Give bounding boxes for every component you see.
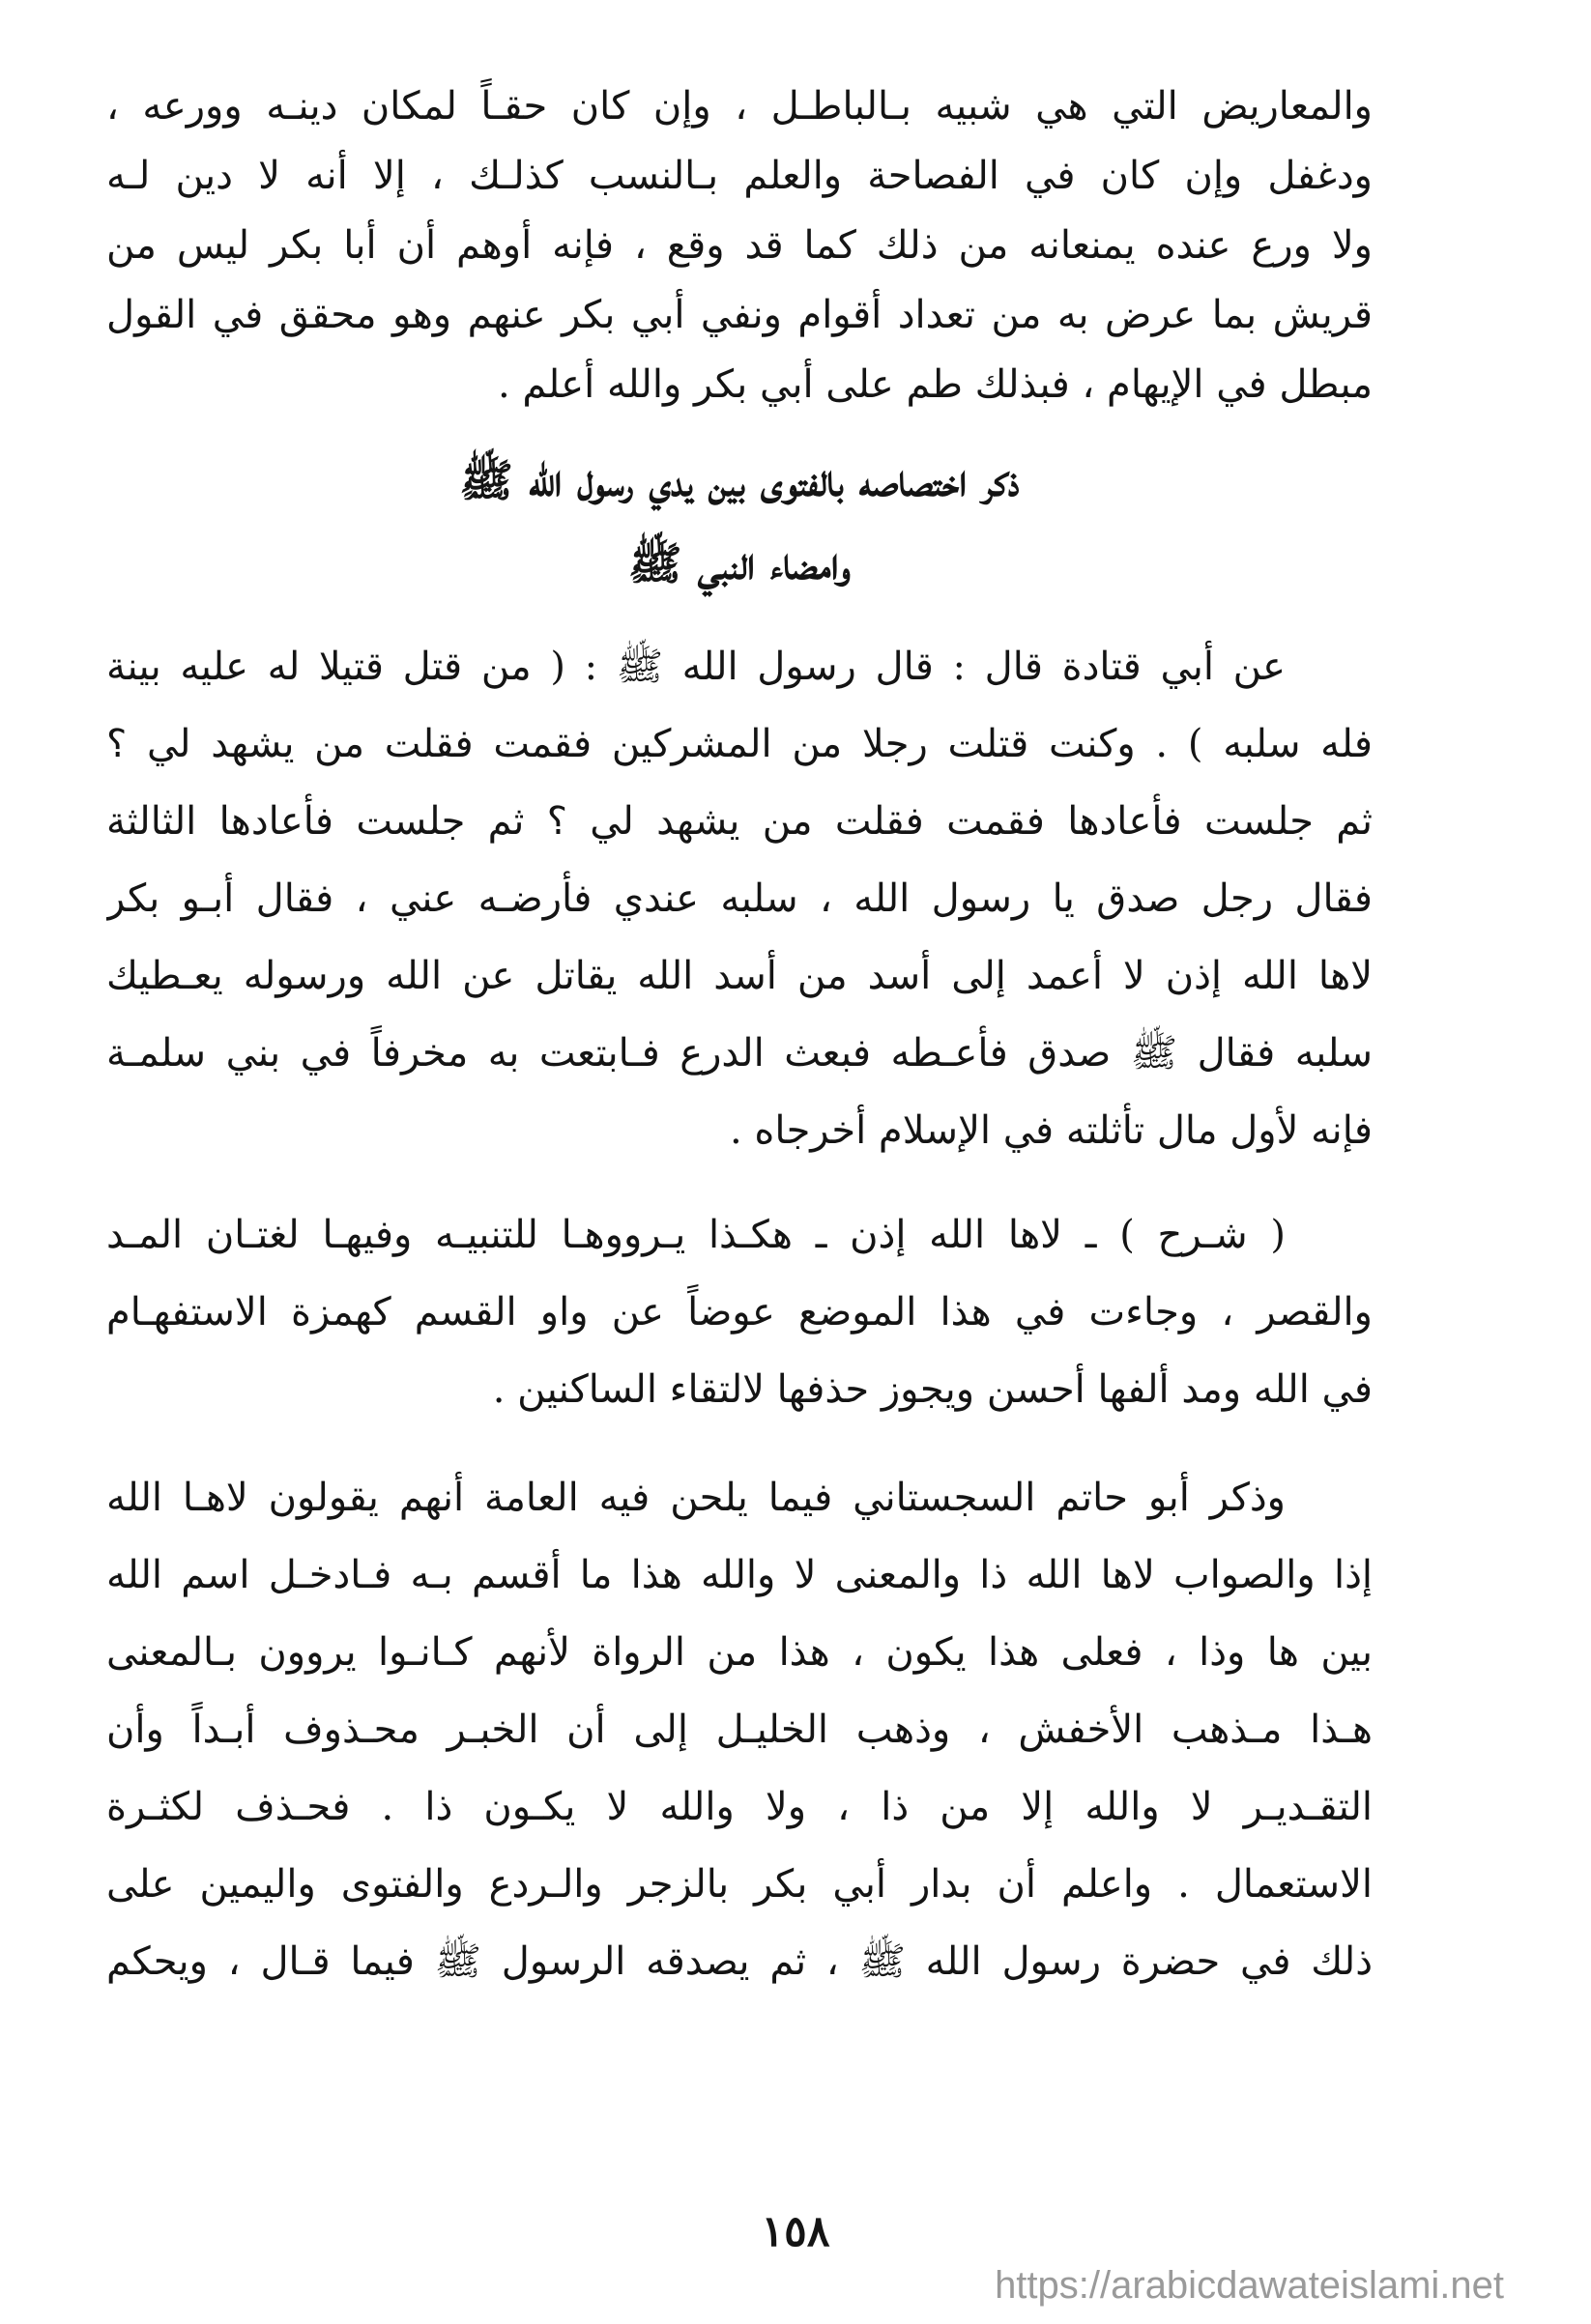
section-heading-line-2: وامضاء النبي ﷺ (628, 537, 851, 589)
text-line: لاها الله إذن لا أعمد إلى أسد من أسد الله يقاتل عن الله ورسوله يعـطيك (106, 954, 1373, 998)
text-line: فله سلبه ) . وكنت قتلت رجلا من المشركين فقمت فقلت من يشهد لي ؟ (106, 722, 1373, 766)
text-line: ودغفل وإن كان في الفصاحة والعلم بـالنسب كذلـك ، إلا أنه لا دين لـه (106, 154, 1373, 198)
text-line: وذكر أبو حاتم السجستاني فيما يلحن فيه العامة أنهم يقولون لاهـا الله (106, 1476, 1286, 1520)
section-heading-line-1: ذكر اختصاصه بالفتوى بين يدي رسول الله ﷺ (459, 454, 1020, 506)
text-line: سلبه فقال ﷺ صدق فأعـطه فبعث الدرع فـابتعت به مخرفاً في بني سلمـة (106, 1031, 1373, 1076)
text-line: فإنه لأول مال تأثلته في الإسلام أخرجاه . (730, 1108, 1373, 1153)
text-line: بين ها وذا ، فعلى هذا يكون ، هذا من الرواة لأنهم كـانـوا يروون بـالمعنى (106, 1630, 1373, 1675)
text-line: والمعاريض التي هي شبيه بـالباطـل ، وإن كان حقـاً لمكان دينـه وورعه ، (106, 84, 1373, 129)
text-line: التقـديـر لا والله إلا من ذا ، ولا والله لا يكـون ذا . فحـذف لكثـرة (106, 1785, 1373, 1829)
text-line: في الله ومد ألفها أحسن ويجوز حذفها لالتقاء الساكنين . (492, 1367, 1373, 1412)
text-line: هـذا مـذهب الأخفش ، وذهب الخليـل إلى أن الخبـر محـذوف أبـداً وأن (106, 1707, 1373, 1752)
text-line: ثم جلست فأعادها فقمت فقلت من يشهد لي ؟ ثم جلست فأعادها الثالثة (106, 799, 1373, 844)
page-number: ١٥٨ (761, 2207, 830, 2256)
text-line: قريش بما عرض به من تعداد أقوام ونفي أبي بكر عنهم وهو محقق في القول (106, 293, 1373, 337)
text-line: عن أبي قتادة قال : قال رسول الله ﷺ : ( من قتل قتيلا له عليه بينة (106, 645, 1286, 689)
watermark-url: https://arabicdawateislami.net (995, 2264, 1504, 2307)
text-line: مبطل في الإيهام ، فبذلك طم على أبي بكر والله أعلم . (497, 362, 1373, 407)
text-line: ولا ورع عنده يمنعانه من ذلك كما قد وقع ، فإنه أوهم أن أبا بكر ليس من (106, 223, 1373, 268)
text-line: الاستعمال . واعلم أن بدار أبي بكر بالزجر والـردع والفتوى واليمين على (106, 1862, 1373, 1907)
text-line: إذا والصواب لاها الله ذا والمعنى لا والله هذا ما أقسم بـه فـادخـل اسم الله (106, 1553, 1373, 1597)
text-line: ( شـرح ) ـ لاها الله إذن ـ هكـذا يـرووهـا للتنبيـه وفيهـا لغتـان المـد (106, 1213, 1286, 1257)
text-line: والقصر ، وجاءت في هذا الموضع عوضاً عن واو القسم كهمزة الاستفهـام (106, 1290, 1373, 1334)
text-line: فقال رجل صدق يا رسول الله ، سلبه عندي فأرضـه عني ، فقال أبـو بكر (106, 876, 1373, 921)
text-line: ذلك في حضرة رسول الله ﷺ ، ثم يصدقه الرسول ﷺ فيما قـال ، ويحكم (106, 1939, 1373, 1984)
